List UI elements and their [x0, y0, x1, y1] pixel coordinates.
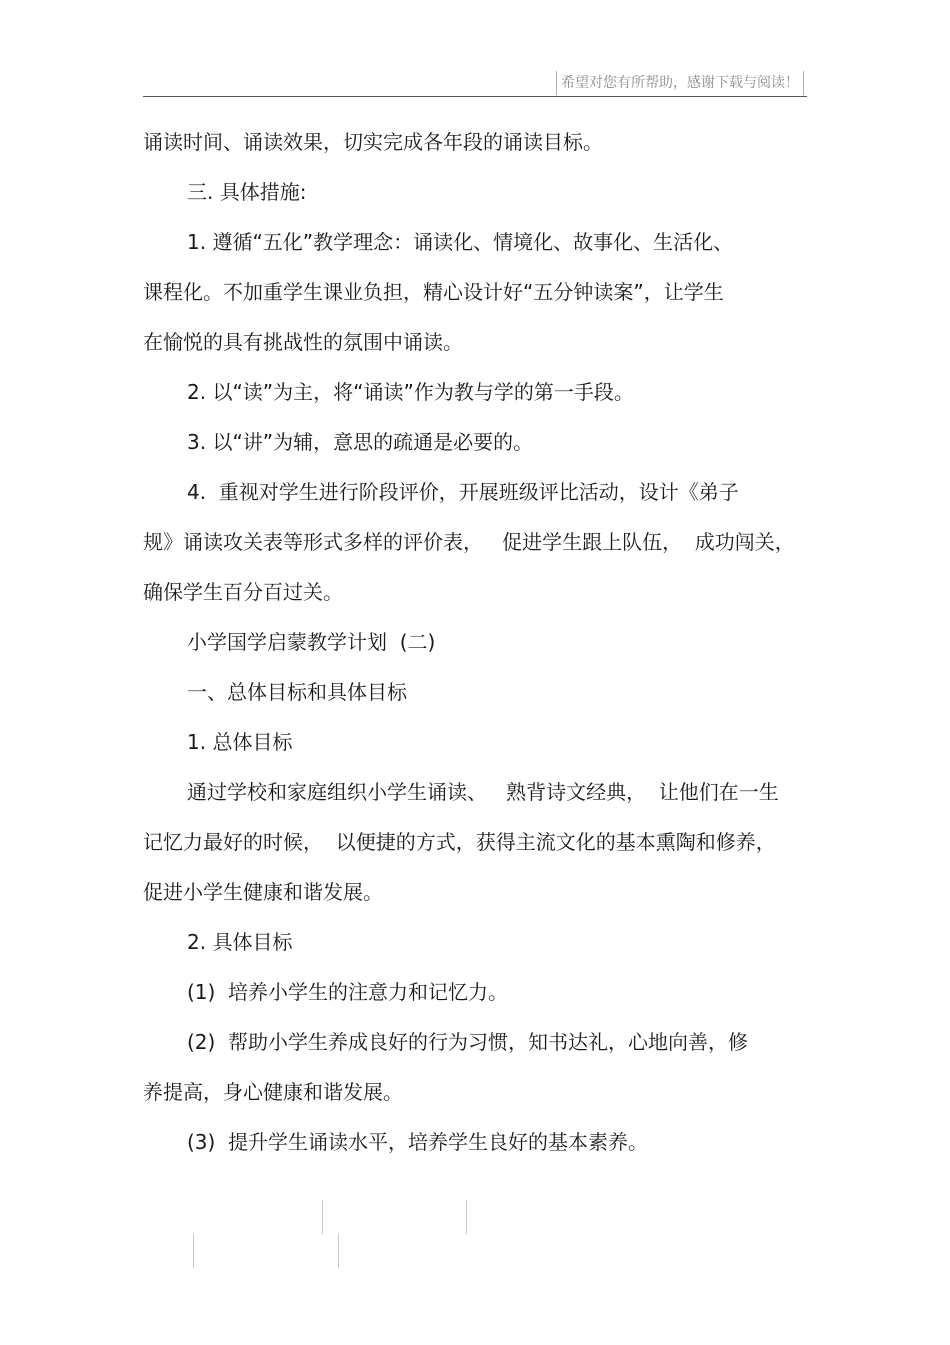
text-line: 3. 以“讲”为辅，意思的疏通是必要的。: [187, 430, 534, 454]
text-line: 促进小学生健康和谐发展。: [143, 880, 383, 904]
text-line: 规》诵读攻关表等形式多样的评价表， 促进学生跟上队伍， 成功闯关，: [143, 530, 795, 554]
text-line: 通过学校和家庭组织小学生诵读、 熟背诗文经典， 让他们在一生: [187, 780, 779, 804]
text-line: 课程化。不加重学生课业负担，精心设计好“五分钟读案”，让学生: [143, 280, 724, 304]
text-line: 在愉悦的具有挑战性的氛围中诵读。: [143, 330, 463, 354]
scan-artifact-line: [466, 1200, 467, 1234]
text-line: 4. 重视对学生进行阶段评价，开展班级评比活动，设计《弟子: [187, 480, 739, 504]
scan-artifact-line: [193, 1234, 194, 1268]
list-item: (1) 培养小学生的注意力和记忆力。: [187, 980, 509, 1004]
text-line: 2. 以“读”为主，将“诵读”作为教与学的第一手段。: [187, 380, 634, 404]
text-line: 确保学生百分百过关。: [143, 580, 343, 604]
section-heading: 一、总体目标和具体目标: [187, 680, 407, 704]
subsection-heading: 2. 具体目标: [187, 930, 293, 954]
header-tagline: 希望对您有所帮助，感谢下载与阅读！: [556, 71, 804, 95]
section-title: 小学国学启蒙教学计划 (二): [187, 630, 436, 654]
text-line: 记忆力最好的时候， 以便捷的方式，获得主流文化的基本熏陶和修养，: [143, 830, 776, 854]
list-item: (2) 帮助小学生养成良好的行为习惯，知书达礼，心地向善，修: [187, 1030, 749, 1054]
text-line: 养提高，身心健康和谐发展。: [143, 1080, 403, 1104]
scan-artifact-line: [322, 1200, 323, 1234]
subsection-heading: 1. 总体目标: [187, 730, 293, 754]
text-line: 1. 遵循“五化”教学理念：诵读化、情境化、故事化、生活化、: [187, 230, 734, 254]
list-item: (3) 提升学生诵读水平，培养学生良好的基本素养。: [187, 1130, 649, 1154]
scan-artifact-line: [338, 1234, 339, 1268]
text-line: 诵读时间、诵读效果，切实完成各年段的诵读目标。: [143, 130, 603, 154]
section-heading: 三. 具体措施:: [187, 180, 307, 204]
header-divider: [143, 96, 807, 97]
